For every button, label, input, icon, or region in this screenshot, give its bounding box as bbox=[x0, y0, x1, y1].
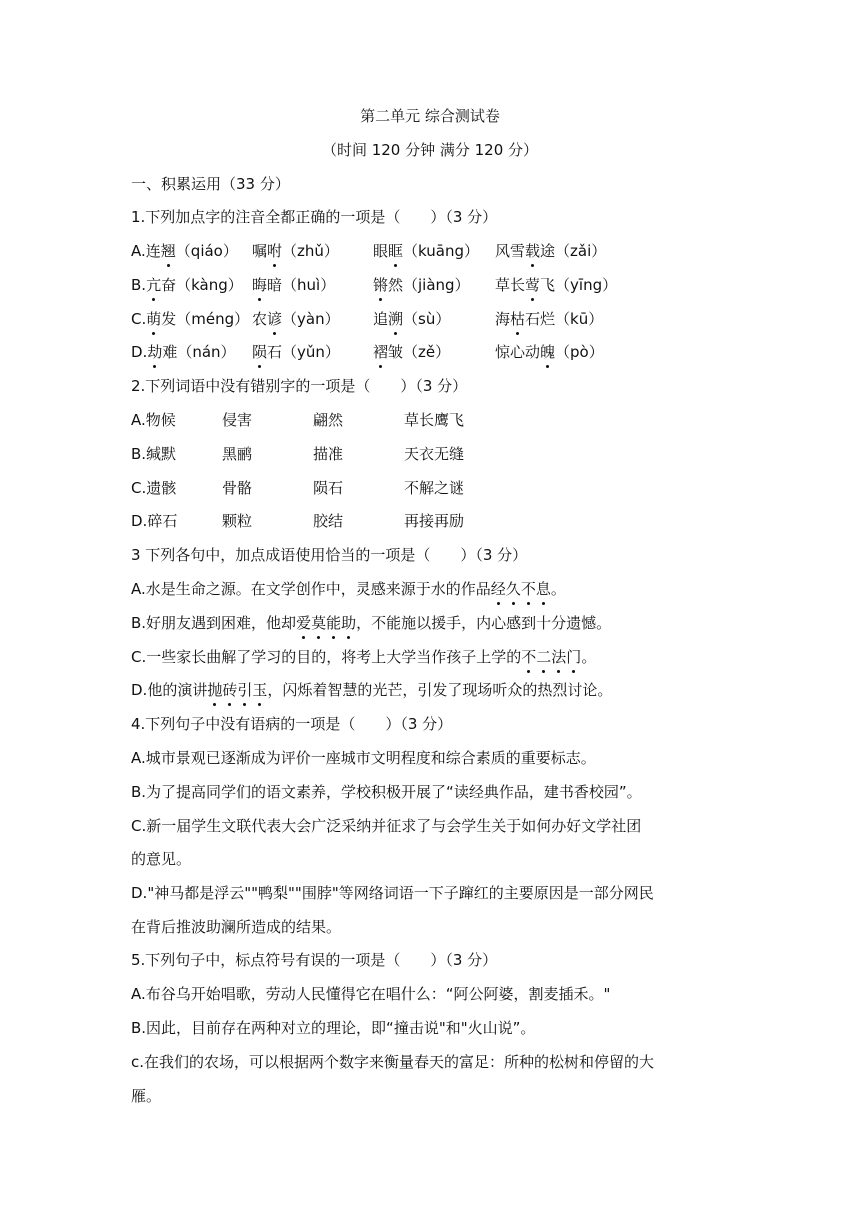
q3-option-b: B.好朋友遇到困难，他却爱莫能助，不能施以援手，内心感到十分遗憾。 bbox=[131, 614, 612, 632]
q3-option-a: A.水是生命之源。在文学创作中，灵感来源于水的作品经久不息。 bbox=[131, 580, 566, 598]
q5-option-c: c.在我们的农场，可以根据两个数字来衡量春天的富足：所种的松树和停留的大 bbox=[131, 1053, 655, 1071]
question-5-stem: 5.下列句子中，标点符号有误的一项是（ ）（3 分） bbox=[131, 951, 498, 969]
q4-option-d-cont: 在背后推波助澜所造成的结果。 bbox=[131, 918, 342, 936]
q4-option-a: A.城市景观已逐渐成为评价一座城市文明程度和综合素质的重要标志。 bbox=[131, 749, 596, 767]
q3-option-c: C.一些家长曲解了学习的目的，将考上大学当作孩子上学的不二法门。 bbox=[131, 648, 597, 666]
q4-option-c-cont: 的意见。 bbox=[131, 850, 192, 868]
q5-option-a: A.布谷乌开始唱歌，劳动人民懂得它在唱什么：“阿公阿婆，割麦插禾。" bbox=[131, 985, 611, 1003]
q5-option-c-cont: 雁。 bbox=[131, 1087, 162, 1105]
q4-option-d: D."神马都是浮云""鸭梨""围脖"等网络词语一下子蹿红的主要原因是一部分网民 bbox=[131, 884, 654, 902]
q4-option-b: B.为了提高同学们的语文素养，学校积极开展了“读经典作品，建书香校园”。 bbox=[131, 783, 642, 801]
exam-page: 第二单元 综合测试卷 （时间 120 分钟 满分 120 分） 一、积累运用（33 分） 1.下列加点字的注音全都正确的一项是（ ）（3 分） A.连翘（qiáo） 嘱咐（zhǔ） 眼眶（kuāng） 风雪载途（zǎi） B.亢奋（kàng） 晦暗（huì） 锵然（jiàng） 草长莺飞（yīng） C.萌发（méng） 农谚（yàn） 追溯（sù） 海枯石烂（kū） D.劫难（nán） 陨石（yǔn） 褶皱（zě） 惊心动魄（pò） 2.下列词语中没有错别字的一项是（ ）（3 分） A.物候 侵害 翩然 草长鹰飞 B.缄默 黑鹂 描准 天衣无缝 C.遗骸 骨骼 陨石 不解之谜 D.碎石 颗粒 胶结 再接再励 3 下列各句中，加点成语使用恰当的一项是（ ）（3 分） A.水是生命之源。在文学创作中，灵感来源于水的作品经久不息。 B.好朋友遇到困难，他却爱莫能助，不能施以援手，内心感到十分遗憾。 C.一些家长曲解了学习的目的，将考上大学当作孩子上学的不二法门。 D.他的演讲抛砖引玉，闪烁着智慧的光芒，引发了现场听众的热烈讨论。 4.下列句子中没有语病的一项是（ ）（3 分） A.城市景观已逐渐成为评价一座城市文明程度和综合素质的重要标志。 B.为了提高同学们的语文素养，学校积极开展了“读经典作品，建书香校园”。 C.新一届学生文联代表大会广泛采纳并征求了与会学生关于如何办好文学社团 的意见。 D."神马都是浮云""鸭梨""围脖"等网络词语一下子蹿红的主要原因是一部分网民 在背后推波助澜所造成的结果。 5.下列句子中，标点符号有误的一项是（ ）（3 分） A.布谷乌开始唱歌，劳动人民懂得它在唱什么：“阿公阿婆，割麦插禾。" B.因此，目前存在两种对立的理论，即“撞击说"和"火山说”。 c.在我们的农场，可以根据两个数字来衡量春天的富足：所种的松树和停留的大 雁。 bbox=[0, 0, 860, 1216]
q3-option-d: D.他的演讲抛砖引玉，闪烁着智慧的光芒，引发了现场听众的热烈讨论。 bbox=[131, 681, 613, 699]
section-heading: 一、积累运用（33 分） bbox=[131, 175, 290, 193]
page-title: 第二单元 综合测试卷 bbox=[360, 107, 500, 125]
q4-option-c: C.新一届学生文联代表大会广泛采纳并征求了与会学生关于如何办好文学社团 bbox=[131, 817, 642, 835]
question-4-stem: 4.下列句子中没有语病的一项是（ ）（3 分） bbox=[131, 715, 453, 733]
question-3-stem: 3 下列各句中，加点成语使用恰当的一项是（ ）（3 分） bbox=[131, 546, 528, 564]
question-2-stem: 2.下列词语中没有错别字的一项是（ ）（3 分） bbox=[131, 377, 468, 395]
page-subtitle: （时间 120 分钟 满分 120 分） bbox=[321, 141, 539, 159]
question-1-stem: 1.下列加点字的注音全都正确的一项是（ ）（3 分） bbox=[131, 208, 498, 226]
q5-option-b: B.因此，目前存在两种对立的理论，即“撞击说"和"火山说”。 bbox=[131, 1019, 536, 1037]
